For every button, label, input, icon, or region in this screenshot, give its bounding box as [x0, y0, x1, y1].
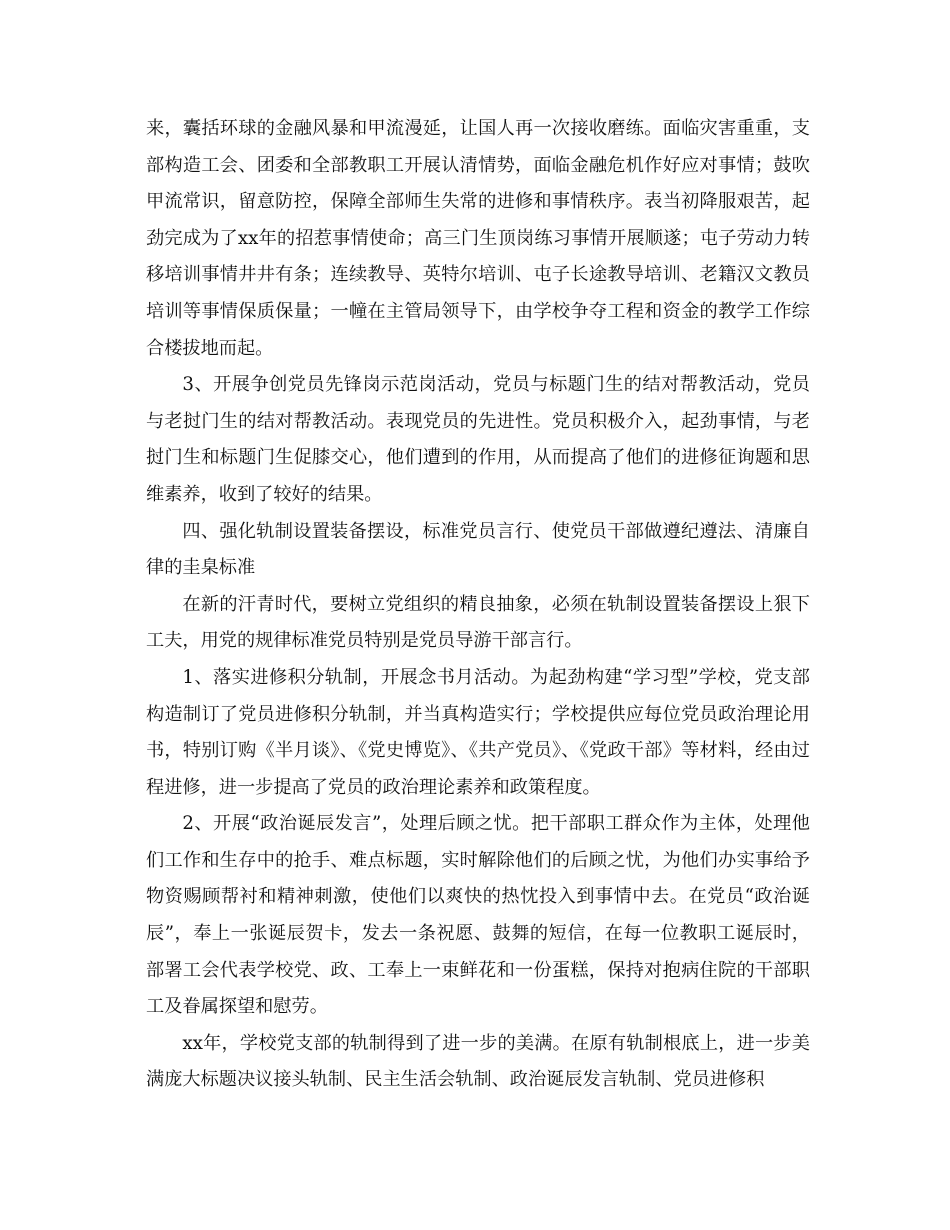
paragraph-1: 来，囊括环球的金融风暴和甲流漫延，让国人再一次接收磨练。面临灾害重重，支部构造工会、团委和全部教职工开展认清情势，面临金融危机作好应对事情；鼓吹甲流常识，留意防控，保障全部师生失常的进修和事情秩序。表当初降服艰苦，起劲完成为了xx年的招惹事情使命；高三门生顶岗练习事情开展顺遂；屯子劳动力转移培训事情井井有条；连续教导、英特尔培训、屯子长途教导培训、老籍汉文教员培训等事情保质保量；一幢在主管局领导下，由学校争夺工程和资金的教学工作综合楼拔地而起。 — [146, 118, 810, 359]
section-heading-4: 四、强化轨制设置装备摆设，标准党员言行、使党员干部做遵纪遵法、清廉自律的圭臬标准 — [146, 520, 810, 579]
paragraph-4: 1、落实进修积分轨制，开展念书月活动。为起劲构建“学习型”学校，党支部构造制订了党员进修积分轨制，并当真构造实行；学校提供应每位党员政治理论用书，特别订购《半月谈》、《党史博览》、《共产党员》、《党政干部》等材料，经由过程进修，进一步提高了党员的政治理论素养和政策程度。 — [146, 666, 810, 798]
paragraph-2: 3、开展争创党员先锋岗示范岗活动，党员与标题门生的结对帮教活动，党员与老挝门生的结对帮教活动。表现党员的先进性。党员积极介入，起劲事情，与老挝门生和标题门生促膝交心，他们遭到的作用，从而提高了他们的进修征询题和思维素养，收到了较好的结果。 — [146, 374, 810, 505]
paragraph-6: xx年，学校党支部的轨制得到了进一步的美满。在原有轨制根底上，进一步美满庞大标题决议接头轨制、民主生活会轨制、政治诞辰发言轨制、党员进修积 — [146, 1032, 810, 1091]
document-body — [146, 111, 810, 1099]
paragraph-5: 2、开展“政治诞辰发言”，处理后顾之忧。把干部职工群众作为主体，处理他们工作和生存中的抢手、难点标题，实时解除他们的后顾之忧，为他们办实事给予物资赐顾帮衬和精神刺激，使他们以爽快的热忱投入到事情中去。在党员“政治诞辰”，奉上一张诞辰贺卡，发去一条祝愿、鼓舞的短信，在每一位教职工诞辰时，部署工会代表学校党、政、工奉上一束鲜花和一份蛋糕，保持对抱病住院的干部职工及眷属探望和慰劳。 — [146, 813, 810, 1018]
paragraph-3: 在新的汗青时代，要树立党组织的精良抽象，必须在轨制设置装备摆设上狠下工夫，用党的规律标准党员特别是党员导游干部言行。 — [146, 593, 810, 652]
